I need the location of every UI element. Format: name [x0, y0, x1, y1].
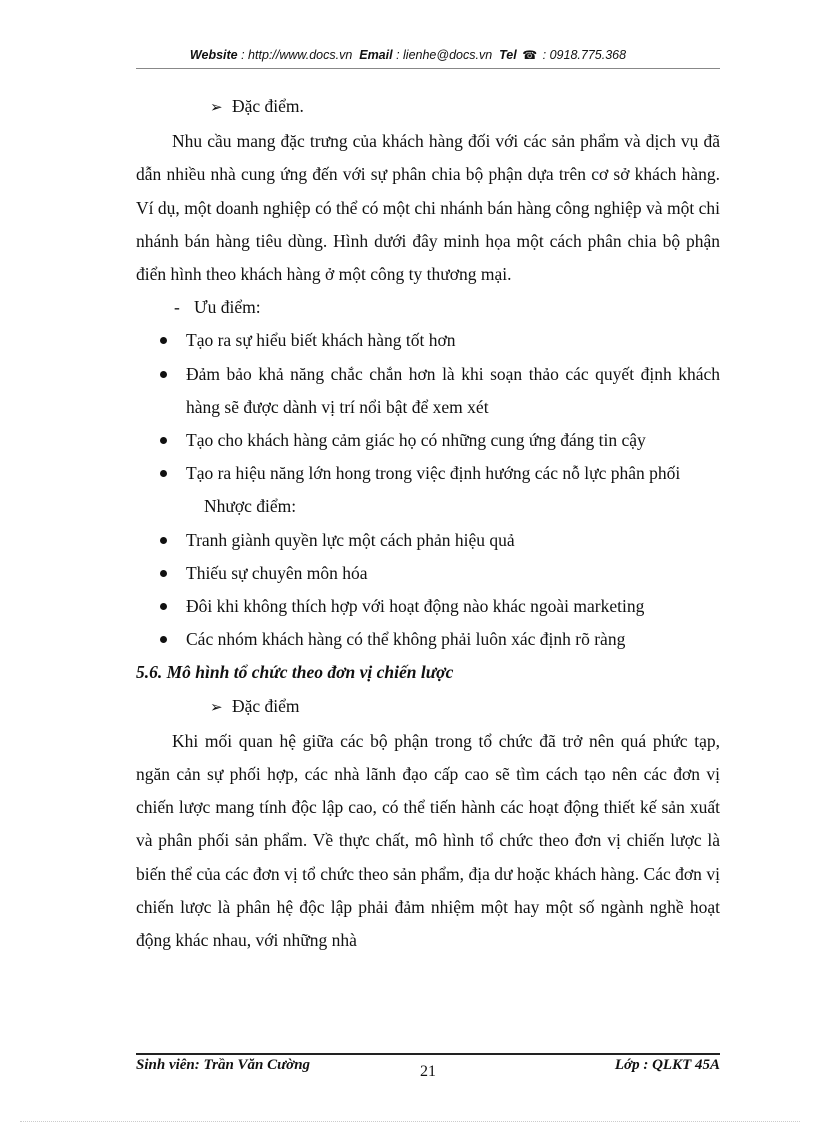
- header-divider: [136, 68, 720, 69]
- paragraph-strategic-units: Khi mối quan hệ giữa các bộ phận trong tổ chức đã trở nên quá phức tạp, ngăn cản sự phối hợp, các nhà lãnh đạo cấp cao sẽ tìm cách tạo nên các đơn vị chiến lược mang tính độc lập cao, có thể tiến hành các hoạt động thiết kế sản xuất và phân phối sản phẩm. Về thực chất, mô hình tổ chức theo đơn vị chiến lược là biến thể của các đơn vị tổ chức theo sản phẩm, địa dư hoặc khách hàng. Các đơn vị chiến lược là phân hệ độc lập phải đảm nhiệm một hay một số ngành nghề hoạt động khác nhau, với những nhà: [136, 730, 720, 951]
- bullet-dot-icon: [160, 437, 167, 444]
- email-value: : lienhe@docs.vn: [396, 48, 493, 62]
- list-item: Đảm bảo khả năng chắc chắn hơn là khi soạn thảo các quyết định khách hàng sẽ được dành vị trí nổi bật để xem xét: [136, 358, 720, 424]
- bullet-dot-icon: [160, 603, 167, 610]
- bullet-dot-icon: [160, 537, 167, 544]
- website-label: Website: [189, 48, 238, 62]
- bullet-dot-icon: [160, 636, 167, 643]
- page-number: 21: [420, 1063, 436, 1080]
- list-item: Tạo ra sự hiểu biết khách hàng tốt hơn: [136, 324, 720, 357]
- list-item: Thiếu sự chuyên môn hóa: [136, 557, 720, 590]
- subheading-characteristics-2: ➢ Đặc điểm: [210, 690, 720, 725]
- paragraph-customer-division: Nhu cầu mang đặc trưng của khách hàng đối với các sản phẩm và dịch vụ đã dẫn nhiều nhà cung ứng đến với sự phân chia bộ phận dựa trên cơ sở khách hàng. Ví dụ, một doanh nghiệp có thể có một chi nhánh bán hàng công nghiệp và một chi nhánh bán hàng tiêu dùng. Hình dưới đây minh họa một cách phân chia bộ phận điển hình theo khách hàng ở một công ty thương mại.: [136, 131, 720, 285]
- bullet-dot-icon: [160, 371, 167, 378]
- disadvantages-label: Nhược điểm:: [204, 496, 297, 517]
- dash-bullet-icon: -: [174, 297, 180, 318]
- tel-label: Tel: [499, 48, 517, 62]
- email-label: Email: [359, 48, 393, 62]
- page-header: [0, 48, 816, 62]
- list-item: Tranh giành quyền lực một cách phản hiệu quả: [136, 524, 720, 557]
- subheading-characteristics: ➢ Đặc điểm.: [210, 90, 720, 125]
- bullet-dot-icon: [160, 570, 167, 577]
- list-item: Đôi khi không thích hợp với hoạt động nào khác ngoài marketing: [136, 590, 720, 623]
- tel-value: : 0918.775.368: [542, 48, 627, 62]
- arrow-bullet-icon: ➢: [210, 100, 223, 116]
- bullet-dot-icon: [160, 337, 167, 344]
- footer-divider: [136, 1053, 720, 1055]
- section-title: 5.6. Mô hình tổ chức theo đơn vị chiến lược: [136, 662, 454, 683]
- list-item: Tạo cho khách hàng cảm giác họ có những cung ứng đáng tin cậy: [136, 424, 720, 457]
- page-edge-divider: [20, 1121, 800, 1122]
- arrow-bullet-icon: ➢: [210, 699, 223, 716]
- advantages-list: [136, 324, 720, 490]
- disadvantages-list: [136, 524, 720, 657]
- advantages-label: - Ưu điểm:: [174, 291, 720, 324]
- document-body: [136, 90, 720, 957]
- list-item: Các nhóm khách hàng có thể không phải luôn xác định rõ ràng: [136, 623, 720, 656]
- footer-class: Lớp : QLKT 45A: [614, 1057, 720, 1073]
- list-item: Tạo ra hiệu năng lớn hong trong việc định hướng các nỗ lực phân phối: [136, 457, 720, 490]
- phone-icon: ☎: [522, 48, 538, 62]
- footer-student: Sinh viên: Trần Văn Cường: [136, 1057, 311, 1073]
- bullet-dot-icon: [160, 470, 167, 477]
- website-value: : http://www.docs.vn: [241, 48, 353, 62]
